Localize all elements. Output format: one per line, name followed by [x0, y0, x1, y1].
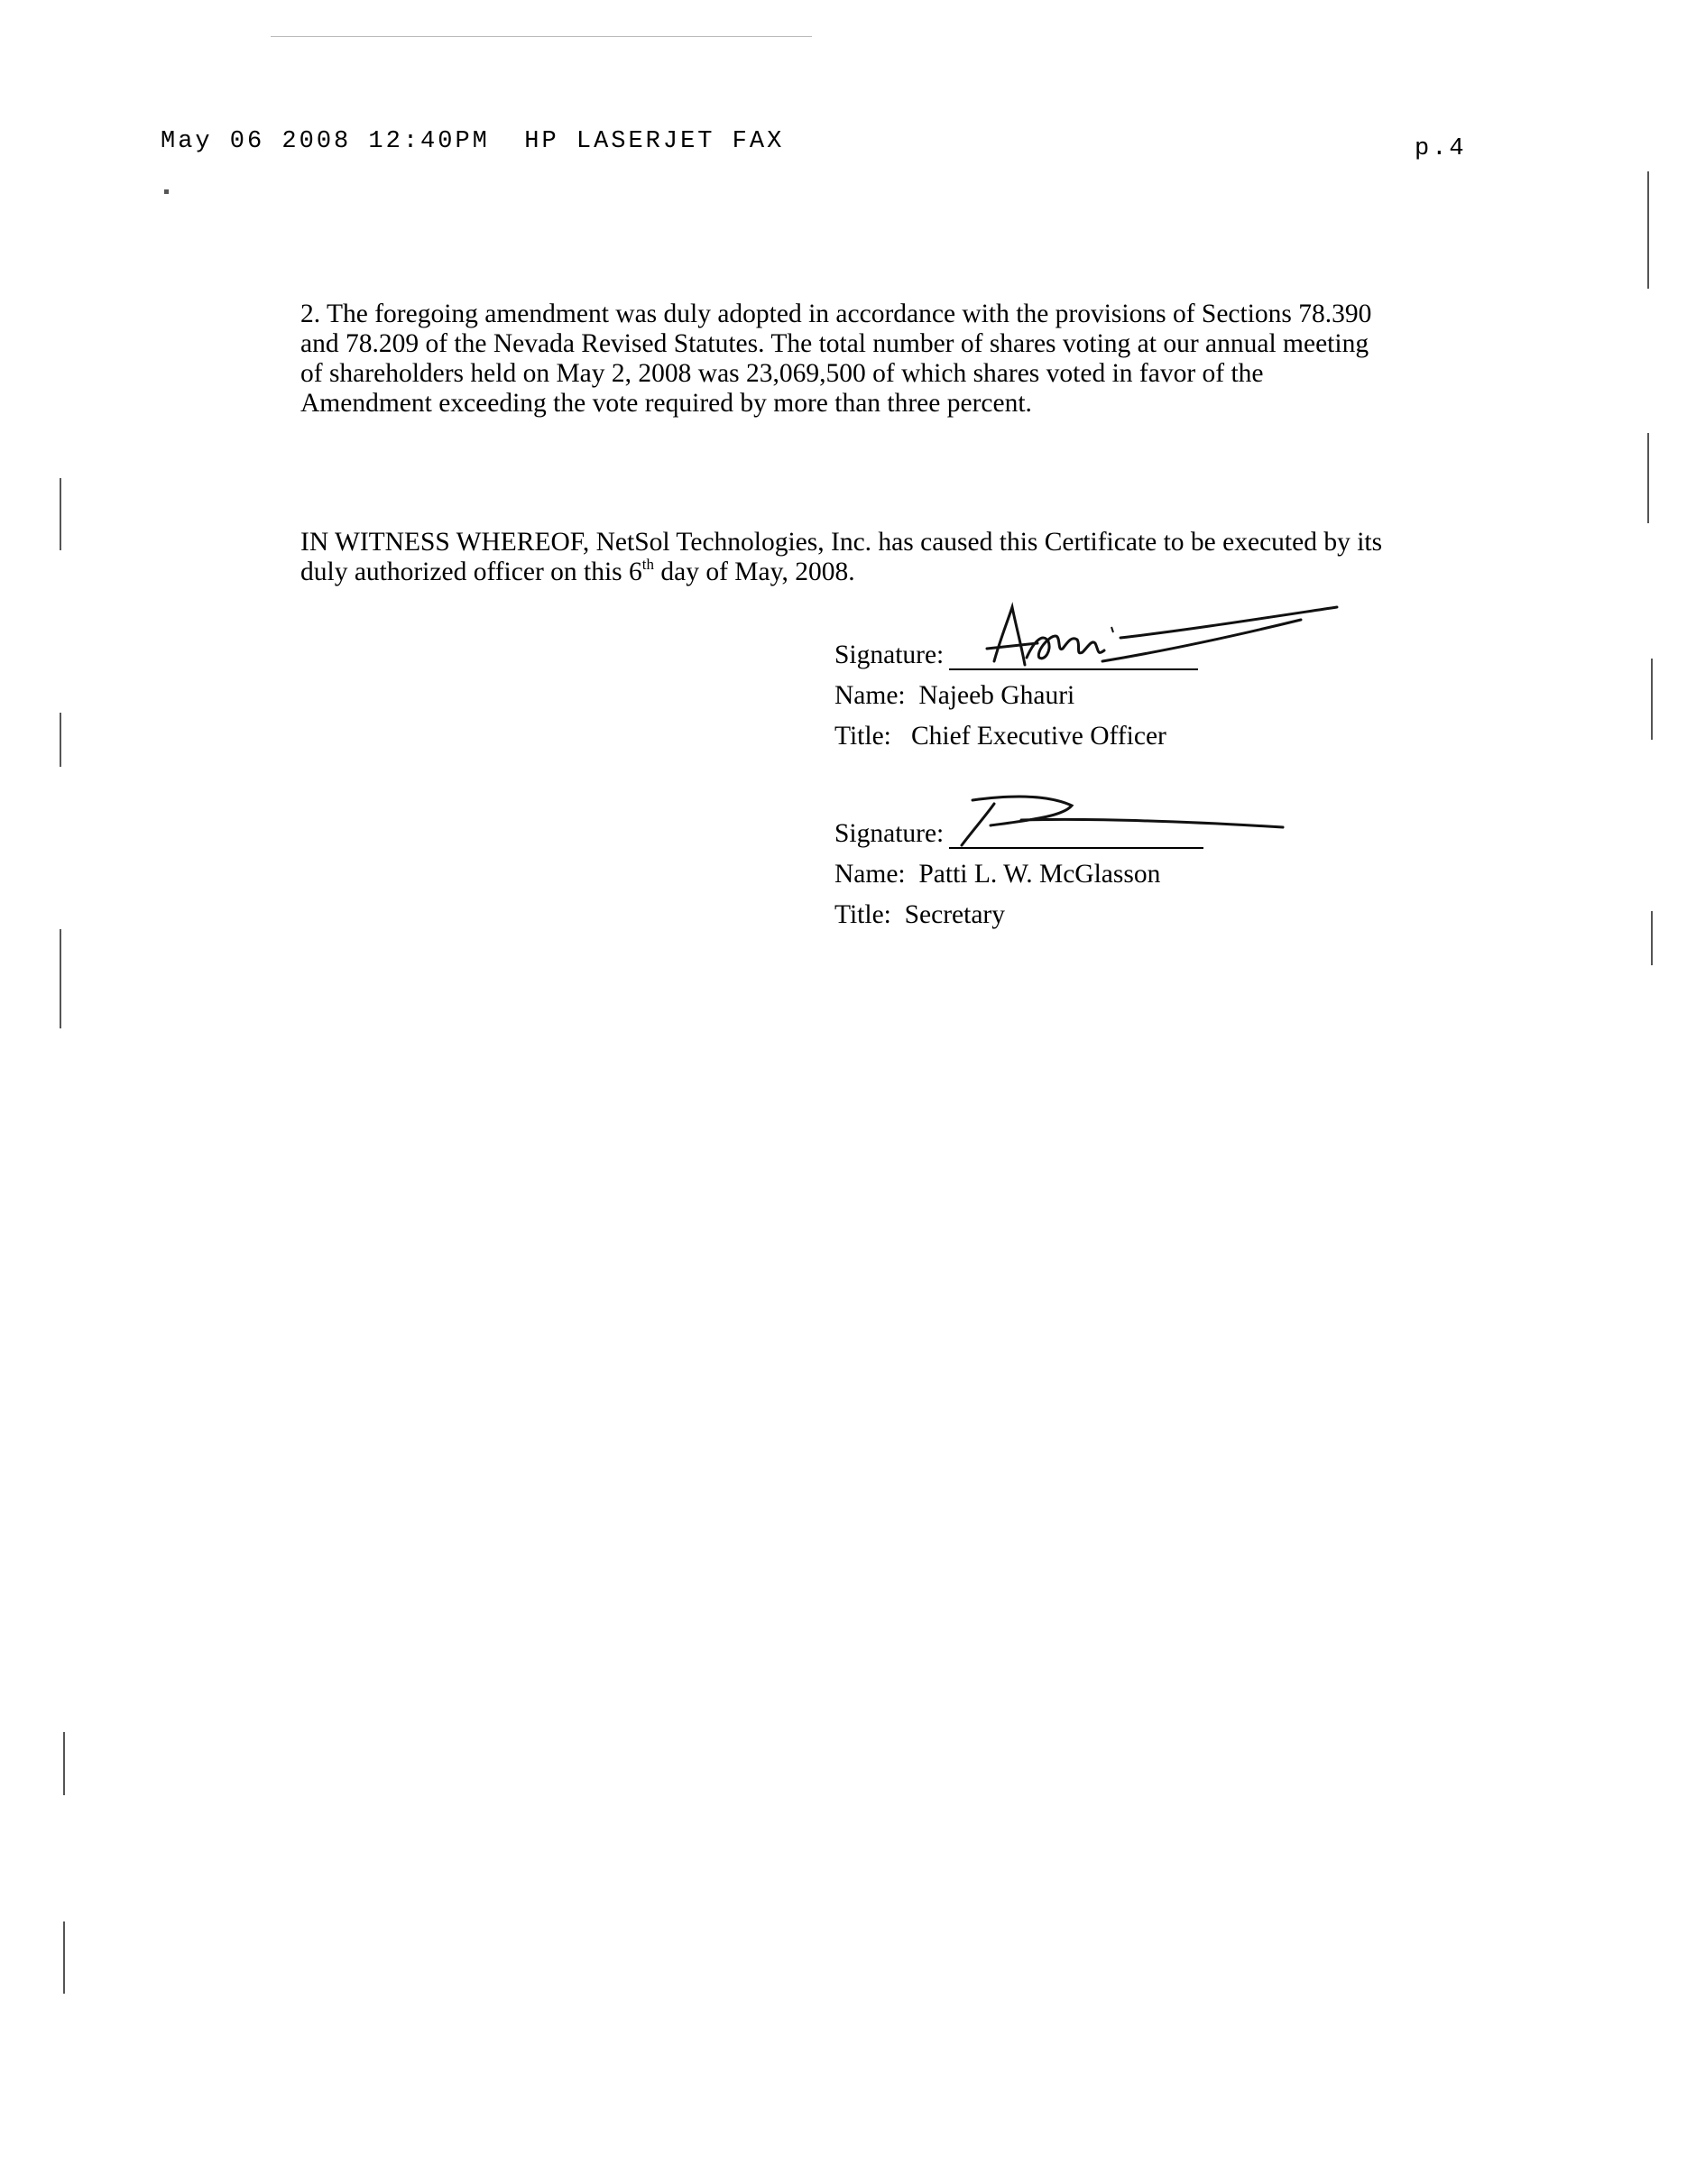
signature-row — [834, 640, 1198, 670]
scan-artifact — [63, 1921, 65, 1994]
signatory-title: Secretary — [904, 900, 1005, 929]
signature-line — [949, 641, 1198, 670]
witness-text-start: IN WITNESS WHEREOF, NetSol Technologies, Inc. has caused this Certificate to be executed by its duly authorized officer on this 6 — [300, 528, 1383, 586]
title-row — [834, 722, 1198, 751]
title-row — [834, 900, 1203, 930]
amendment-paragraph: 2. The foregoing amendment was duly adopted in accordance with the provisions of Sections 78.390 and 78.209 of the Nevada Revised Statutes. The total number of shares voting at our annual meeting of shareholders held on May 2, 2008 was 23,069,500 of which shares voted in favor of the Amendment exceeding the vote required by more than three percent. — [300, 299, 1372, 418]
signature-label: Signature: — [834, 640, 945, 669]
witness-paragraph — [300, 528, 1392, 587]
signatory-block-ceo — [834, 640, 1198, 751]
scan-artifact — [60, 713, 61, 767]
scan-artifact — [1651, 911, 1653, 965]
title-label: Title: — [834, 722, 891, 751]
signatory-title: Chief Executive Officer — [911, 722, 1166, 751]
fax-page-number: p.4 — [1415, 135, 1467, 162]
signatory-name: Patti L. W. McGlasson — [918, 860, 1161, 889]
handwritten-signature-secretary — [958, 793, 1337, 865]
signature-label: Signature: — [834, 819, 945, 848]
scan-artifact — [60, 478, 61, 550]
scan-artifact — [63, 1732, 65, 1795]
signature-row — [834, 819, 1203, 849]
scan-artifact — [60, 929, 61, 1028]
scan-artifact — [1647, 171, 1649, 289]
name-label: Name: — [834, 860, 906, 889]
witness-ordinal-suffix: th — [641, 556, 654, 573]
scan-artifact — [164, 189, 169, 194]
scan-artifact — [271, 36, 812, 37]
handwritten-signature-ceo — [967, 605, 1346, 696]
signature-line — [949, 820, 1203, 849]
witness-text-end: day of May, 2008. — [654, 558, 855, 586]
fax-header-line: May 06 2008 12:40PM HP LASERJET FAX — [161, 128, 785, 155]
scan-artifact — [1647, 433, 1649, 523]
title-label: Title: — [834, 900, 891, 929]
signatory-name: Najeeb Ghauri — [918, 681, 1075, 710]
scan-artifact — [1651, 659, 1653, 740]
signatory-block-secretary — [834, 819, 1203, 930]
name-label: Name: — [834, 681, 906, 710]
